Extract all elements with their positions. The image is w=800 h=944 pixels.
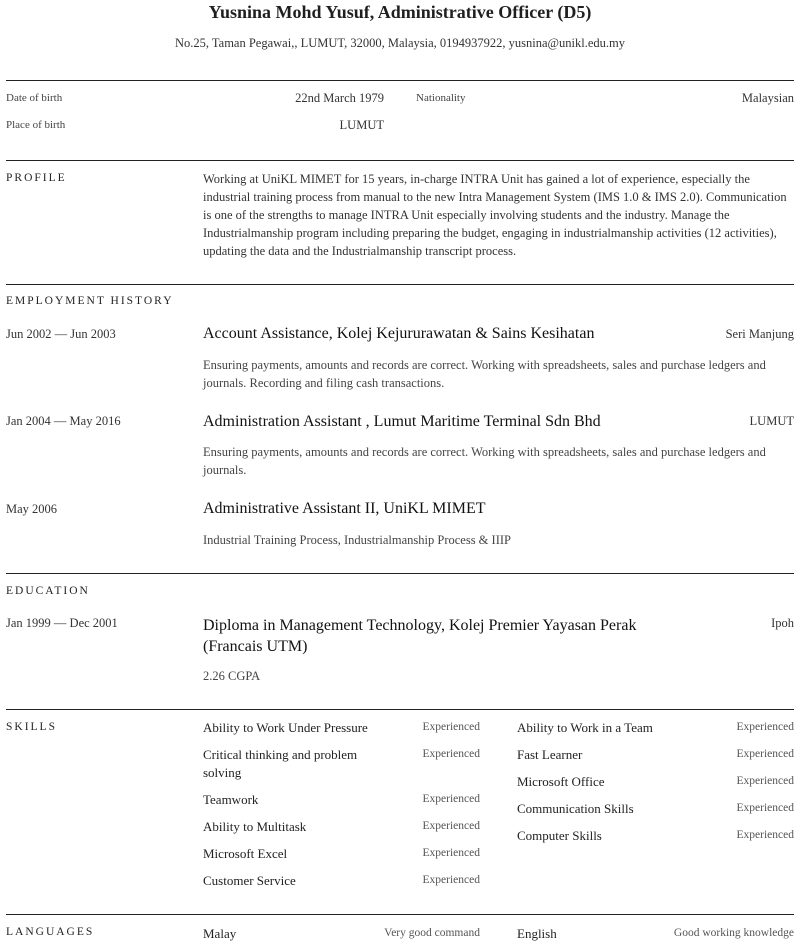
section-title-skills: SKILLS	[6, 721, 57, 733]
job-title: Administration Assistant , Lumut Maritime Terminal Sdn Bhd	[203, 413, 601, 430]
nationality-label: Nationality	[416, 92, 466, 104]
skill-level: Experienced	[422, 793, 480, 805]
job-dates: Jan 2004 — May 2016	[6, 414, 121, 428]
skill-name: Customer Service	[203, 873, 296, 888]
skill-level: Experienced	[422, 874, 480, 886]
skill-level: Experienced	[736, 802, 794, 814]
skill-level: Experienced	[736, 775, 794, 787]
divider	[6, 80, 794, 81]
section-title-employment: EMPLOYMENT HISTORY	[6, 295, 174, 307]
edu-title-line2: (Francais UTM)	[203, 638, 308, 655]
edu-title	[203, 615, 636, 657]
language-name: English	[517, 926, 557, 941]
skill-name-line2: solving	[203, 765, 242, 780]
skill-name-line1: Critical thinking and problem	[203, 747, 358, 762]
section-title-languages: LANGUAGES	[6, 926, 95, 938]
section-title-profile: PROFILE	[6, 172, 67, 184]
job-title: Account Assistance, Kolej Kejururawatan & Sains Kesihatan	[203, 325, 595, 342]
language-name: Malay	[203, 926, 237, 941]
skill-name: Teamwork	[203, 792, 259, 807]
edu-dates: Jan 1999 — Dec 2001	[6, 616, 118, 630]
language-level: Good working knowledge	[673, 927, 794, 939]
skill-name: Ability to Work Under Pressure	[203, 720, 368, 735]
pob-label: Place of birth	[6, 119, 66, 131]
skill-level: Experienced	[422, 820, 480, 832]
contact-line: No.25, Taman Pegawai,, LUMUT, 32000, Malaysia, 0194937922, yusnina@unikl.edu.my	[174, 36, 626, 50]
skill-name: Ability to Work in a Team	[517, 720, 653, 735]
divider	[6, 284, 794, 285]
skill-name: Microsoft Excel	[203, 846, 288, 861]
edu-description: 2.26 CGPA	[203, 669, 261, 683]
job-dates: May 2006	[6, 502, 58, 516]
skill-level: Experienced	[736, 721, 794, 733]
divider	[6, 160, 794, 161]
dob-label: Date of birth	[6, 92, 63, 104]
skill-name: Ability to Multitask	[203, 819, 307, 834]
skill-name: Communication Skills	[517, 801, 634, 816]
edu-location: Ipoh	[771, 616, 794, 630]
job-location: Seri Manjung	[725, 327, 794, 341]
skill-level: Experienced	[422, 748, 480, 760]
skill-level: Experienced	[422, 847, 480, 859]
job-description: Ensuring payments, amounts and records are correct. Working with spreadsheets, sales and purchase ledgers and journals.	[203, 445, 766, 477]
skill-name: Fast Learner	[517, 747, 583, 762]
skill-name: Computer Skills	[517, 828, 602, 843]
resume-name: Yusnina Mohd Yusuf, Administrative Officer (D5)	[208, 2, 592, 22]
edu-title-line1: Diploma in Management Technology, Kolej Premier Yayasan Perak	[203, 617, 637, 634]
divider	[6, 914, 794, 915]
nationality-value: Malaysian	[741, 91, 794, 105]
job-description: Industrial Training Process, Industrialmanship Process & IIIP	[203, 533, 511, 547]
dob-value: 22nd March 1979	[295, 91, 384, 105]
skill-level: Experienced	[736, 748, 794, 760]
skill-level: Experienced	[422, 721, 480, 733]
job-location: LUMUT	[749, 414, 794, 428]
profile-text: Working at UniKL MIMET for 15 years, in-charge INTRA Unit has gained a lot of experience, especially the industrial training process from manual to the new Intra Management System (IMS 1.0 & IMS 2.0). Communication is one of the strengths to manage INTRA Unit especially involving students and the industry. Manage the Industrialmanship program including preparing the budget, engaging in industrialmanship activities (12 activities), updating the data and the Industrialmanship transcript process.	[203, 172, 787, 258]
job-description: Ensuring payments, amounts and records are correct. Working with spreadsheets, sales and purchase ledgers and journals. Recording and filing cash transactions.	[203, 358, 766, 390]
pob-value: LUMUT	[339, 118, 384, 132]
language-level: Very good command	[384, 927, 480, 939]
skill-level: Experienced	[736, 829, 794, 841]
divider	[6, 573, 794, 574]
job-title: Administrative Assistant II, UniKL MIMET	[203, 500, 486, 517]
job-dates: Jun 2002 — Jun 2003	[6, 327, 116, 341]
skill-name	[203, 746, 357, 782]
skill-name: Microsoft Office	[517, 774, 605, 789]
section-title-education: EDUCATION	[6, 585, 90, 597]
divider	[6, 709, 794, 710]
